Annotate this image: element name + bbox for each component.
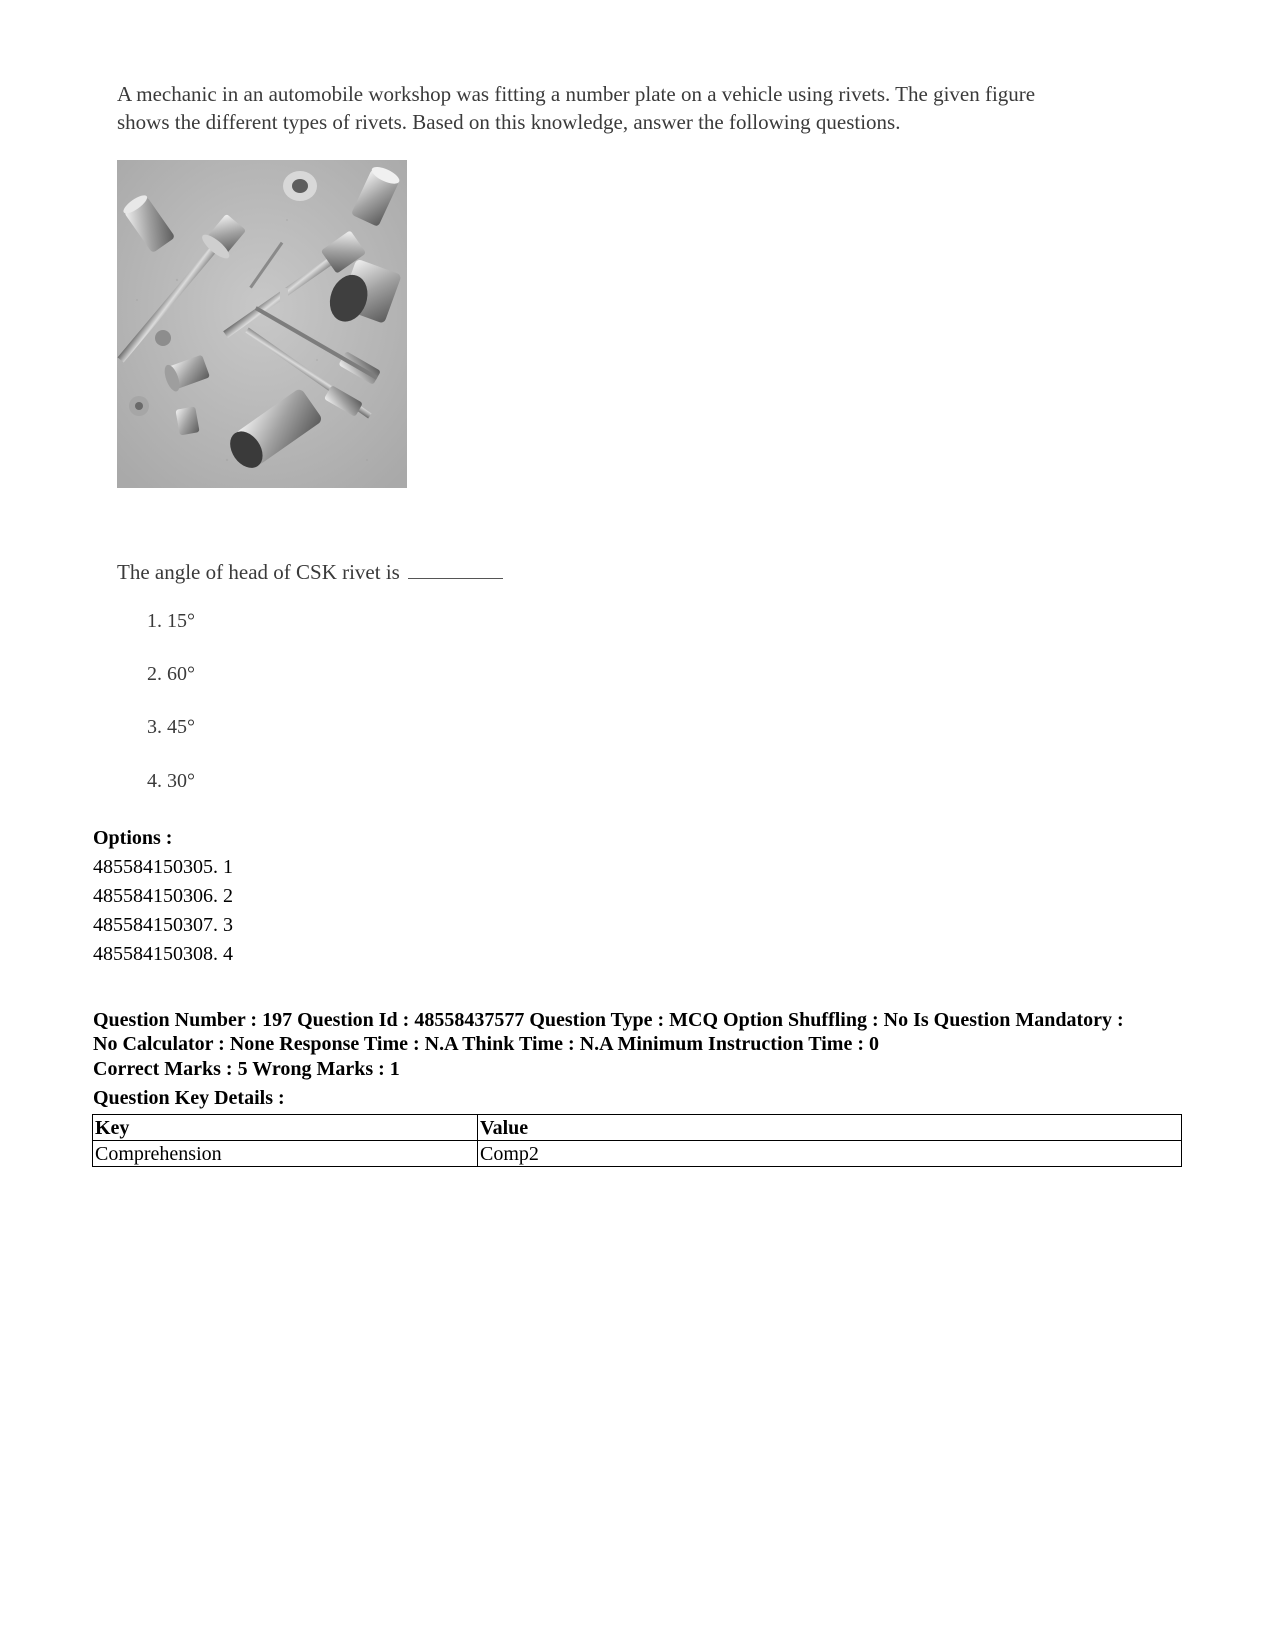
table-cell-value: Comp2 <box>478 1141 1182 1167</box>
choice-2: 2. 60° <box>147 663 195 685</box>
question-stem-text: The angle of head of CSK rivet is <box>117 560 400 584</box>
passage-line-2: shows the different types of rivets. Based on this knowledge, answer the following questions. <box>117 110 901 134</box>
table-row <box>93 1141 1182 1167</box>
choice-4: 4. 30° <box>147 770 195 792</box>
table-header-row <box>93 1115 1182 1141</box>
question-stem <box>117 558 503 586</box>
metadata-line-2: No Calculator : None Response Time : N.A Think Time : N.A Minimum Instruction Time : 0 <box>93 1033 879 1055</box>
question-metadata <box>93 1008 1193 1056</box>
marks-info: Correct Marks : 5 Wrong Marks : 1 <box>93 1058 400 1080</box>
comprehension-passage <box>117 80 1177 136</box>
options-label: Options : <box>93 827 173 849</box>
question-key-table <box>92 1114 1182 1167</box>
choice-1: 1. 15° <box>147 610 195 632</box>
option-item: 485584150306. 2 <box>93 885 233 907</box>
key-details-label: Question Key Details : <box>93 1087 285 1109</box>
rivets-photo <box>117 160 407 488</box>
passage-line-1: A mechanic in an automobile workshop was fitting a number plate on a vehicle using rivets. The given figure <box>117 82 1036 106</box>
answer-blank <box>408 560 503 579</box>
metadata-line-1: Question Number : 197 Question Id : 48558437577 Question Type : MCQ Option Shuffling : No Is Question Mandatory : <box>93 1009 1124 1031</box>
table-header-value: Value <box>478 1115 1182 1141</box>
option-item: 485584150307. 3 <box>93 914 233 936</box>
table-cell-key: Comprehension <box>93 1141 478 1167</box>
option-item: 485584150305. 1 <box>93 856 233 878</box>
choice-3: 3. 45° <box>147 716 195 738</box>
option-item: 485584150308. 4 <box>93 943 233 965</box>
table-header-key: Key <box>93 1115 478 1141</box>
options-list <box>93 853 233 969</box>
